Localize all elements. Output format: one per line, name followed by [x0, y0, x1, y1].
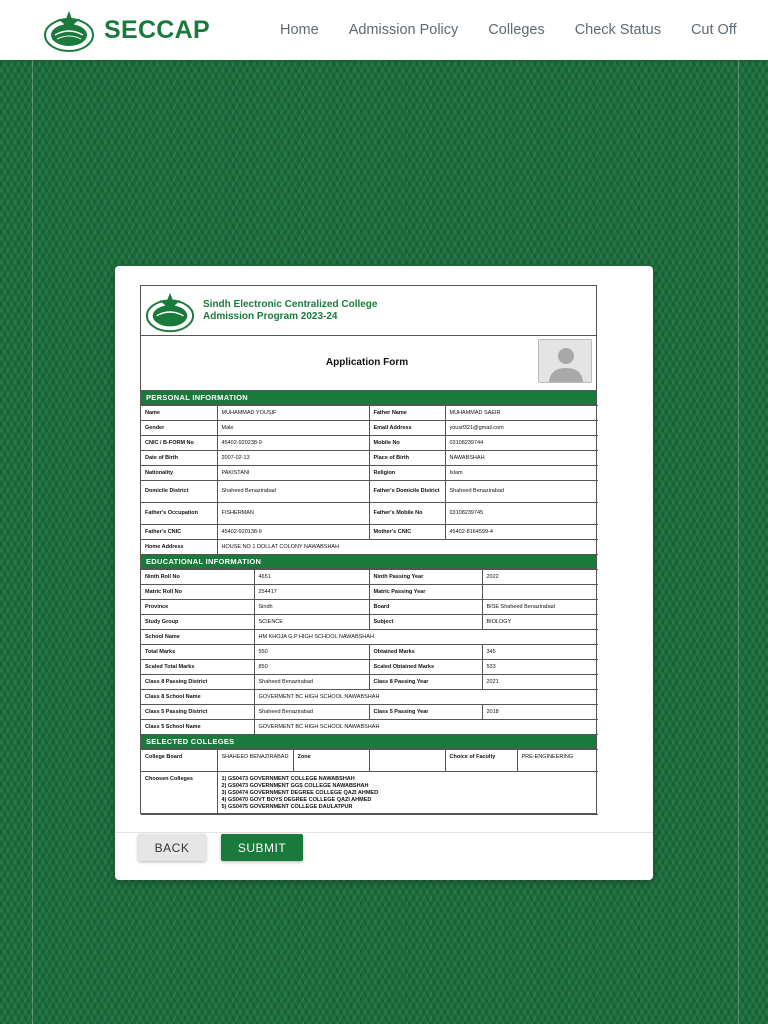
label: CNIC / B-FORM No	[141, 436, 217, 451]
label: Home Address	[141, 540, 217, 555]
label: Ninth Roll No	[141, 570, 254, 585]
label: Religion	[369, 466, 445, 481]
value	[482, 585, 598, 600]
label: Father's Mobile No	[369, 503, 445, 525]
label: Subject	[369, 615, 482, 630]
value: MUHAMMAD YOUSIF	[217, 406, 369, 421]
table-row	[141, 630, 598, 645]
label: Father's Occupation	[141, 503, 217, 525]
value: 533	[482, 660, 598, 675]
value: 4651	[254, 570, 369, 585]
value: 2022	[482, 570, 598, 585]
user-avatar-icon	[539, 340, 592, 383]
value: PRE-ENGINEERING	[517, 750, 598, 772]
label: Nationality	[141, 466, 217, 481]
back-button[interactable]: BACK	[138, 834, 206, 861]
label: Class 5 Passing Year	[369, 705, 482, 720]
sindh-emblem-logo	[145, 288, 195, 334]
label: College Board	[141, 750, 217, 772]
label: Email Address	[369, 421, 445, 436]
table-row	[141, 585, 598, 600]
label: Mobile No	[369, 436, 445, 451]
label: Total Marks	[141, 645, 254, 660]
table-row	[141, 436, 598, 451]
application-form	[140, 285, 597, 814]
value: 550	[254, 645, 369, 660]
value: 03108239744	[445, 436, 598, 451]
label: School Name	[141, 630, 254, 645]
section-personal-information: PERSONAL INFORMATION	[141, 391, 596, 405]
value: yousif321@gmail.com	[445, 421, 598, 436]
value: SHAHEED BENAZIRABAD	[217, 750, 293, 772]
value: GOVERMENT BC HIGH SCHOOL NAWABSHAH	[254, 690, 598, 705]
background-line	[738, 60, 739, 1024]
value: Sindh	[254, 600, 369, 615]
nav-check-status[interactable]: Check Status	[574, 22, 661, 38]
table-row	[141, 690, 598, 705]
value: 2018	[482, 705, 598, 720]
divider	[115, 832, 653, 833]
brand-name: SECCAP	[104, 15, 210, 44]
label: Class 8 School Name	[141, 690, 254, 705]
background-line	[32, 60, 33, 1024]
applicant-photo	[538, 339, 592, 383]
label: Gender	[141, 421, 217, 436]
list-item: 5) GS0475 GOVERNMENT COLLEGE DAULATPUR	[221, 804, 353, 810]
sindh-emblem-logo	[43, 7, 95, 53]
table-row	[141, 600, 598, 615]
value: BIOLOGY	[482, 615, 598, 630]
nav-admission-policy[interactable]: Admission Policy	[348, 22, 459, 38]
label: Board	[369, 600, 482, 615]
value: Shaheed Benazirabad	[445, 481, 598, 503]
program-title	[203, 299, 377, 323]
brand[interactable]	[43, 7, 210, 53]
table-row	[141, 720, 598, 735]
nav-colleges[interactable]: Colleges	[488, 22, 545, 38]
value: 45402-8164599-4	[445, 525, 598, 540]
value: HOUSE NO 1 DOLLAT COLONY NAWABSHAH	[217, 540, 598, 555]
label: Place of Birth	[369, 451, 445, 466]
label: Date of Birth	[141, 451, 217, 466]
label: Name	[141, 406, 217, 421]
form-title-row	[141, 336, 596, 391]
label: Ninth Passing Year	[369, 570, 482, 585]
table-row	[141, 525, 598, 540]
nav-home[interactable]: Home	[280, 22, 319, 38]
value	[369, 750, 445, 772]
label: Domicile District	[141, 481, 217, 503]
label: Choice of Faculty	[445, 750, 517, 772]
form-title: Application Form	[325, 357, 409, 368]
value: Islam	[445, 466, 598, 481]
value: FISHERMAN	[217, 503, 369, 525]
label: Matric Roll No	[141, 585, 254, 600]
main-nav	[280, 0, 767, 60]
chosen-colleges-list	[222, 776, 595, 811]
section-selected-colleges: SELECTED COLLEGES	[141, 735, 596, 749]
list-item: 4) GS0470 GOVT BOYS DEGREE COLLEGE QAZI AHMED	[221, 797, 372, 803]
label: Father's Domicile District	[369, 481, 445, 503]
table-row	[141, 645, 598, 660]
personal-info-table	[141, 405, 598, 555]
submit-button[interactable]: SUBMIT	[221, 834, 303, 861]
table-row	[141, 660, 598, 675]
value: Male	[217, 421, 369, 436]
label: Choosen Colleges	[141, 772, 217, 815]
value: 345	[482, 645, 598, 660]
value: Shaheed Benazirabad	[254, 705, 369, 720]
value: GOVERMENT BC HIGH SCHOOL NAWABSHAH	[254, 720, 598, 735]
label: Father Name	[369, 406, 445, 421]
value: Shaheed Benazirabad	[254, 675, 369, 690]
value: 2021	[482, 675, 598, 690]
value	[217, 772, 598, 815]
value: Shaheed Benazirabad	[217, 481, 369, 503]
list-item: 3) GS0474 GOVERNMENT DEGREE COLLEGE QAZI AHMED	[221, 790, 379, 796]
label: Scaled Total Marks	[141, 660, 254, 675]
table-row	[141, 406, 598, 421]
table-row	[141, 570, 598, 585]
label: Obtained Marks	[369, 645, 482, 660]
label: Class 8 Passing District	[141, 675, 254, 690]
label: Matric Passing Year	[369, 585, 482, 600]
table-row	[141, 481, 598, 503]
label: Class 5 School Name	[141, 720, 254, 735]
top-navbar	[0, 0, 768, 60]
value: 850	[254, 660, 369, 675]
label: Scaled Obtained Marks	[369, 660, 482, 675]
value: NAWABSHAH	[445, 451, 598, 466]
label: Mother's CNIC	[369, 525, 445, 540]
education-info-table	[141, 569, 598, 735]
value: PAKISTANI	[217, 466, 369, 481]
value: 2007-02-13	[217, 451, 369, 466]
label: Class 5 Passing District	[141, 705, 254, 720]
selected-colleges-table	[141, 749, 598, 815]
program-title-line1: Sindh Electronic Centralized College	[203, 298, 378, 310]
value: SCIENCE	[254, 615, 369, 630]
table-row	[141, 421, 598, 436]
table-row	[141, 750, 598, 772]
value: HM KHOJA G.P HIGH SCHOOL NAWABSHAH	[254, 630, 598, 645]
list-item: 1) GS0473 GOVERNMENT COLLEGE NAWABSHAH	[221, 776, 355, 782]
table-row	[141, 615, 598, 630]
label: Study Group	[141, 615, 254, 630]
value: 45402-920238-9	[217, 436, 369, 451]
table-row	[141, 705, 598, 720]
label: Class 8 Passing Year	[369, 675, 482, 690]
value: 45402-920138-9	[217, 525, 369, 540]
table-row	[141, 772, 598, 815]
value: MUHAMMAD SAEIR	[445, 406, 598, 421]
label: Province	[141, 600, 254, 615]
value: 03108239745	[445, 503, 598, 525]
nav-cut-off[interactable]: Cut Off	[690, 22, 737, 38]
table-row	[141, 675, 598, 690]
table-row	[141, 503, 598, 525]
table-row	[141, 466, 598, 481]
table-row	[141, 540, 598, 555]
table-row	[141, 451, 598, 466]
value: 254417	[254, 585, 369, 600]
application-card	[115, 266, 653, 880]
form-header	[141, 286, 596, 336]
list-item: 2) GS0473 GOVERNMENT GGS COLLEGE NAWABSHAH	[221, 783, 369, 789]
section-educational-information: EDUCATIONAL INFORMATION	[141, 555, 596, 569]
label: Father's CNIC	[141, 525, 217, 540]
program-title-line2: Admission Program 2023-24	[203, 310, 338, 322]
label: Zone	[293, 750, 369, 772]
value: BISE Shaheed Benazirabad	[482, 600, 598, 615]
